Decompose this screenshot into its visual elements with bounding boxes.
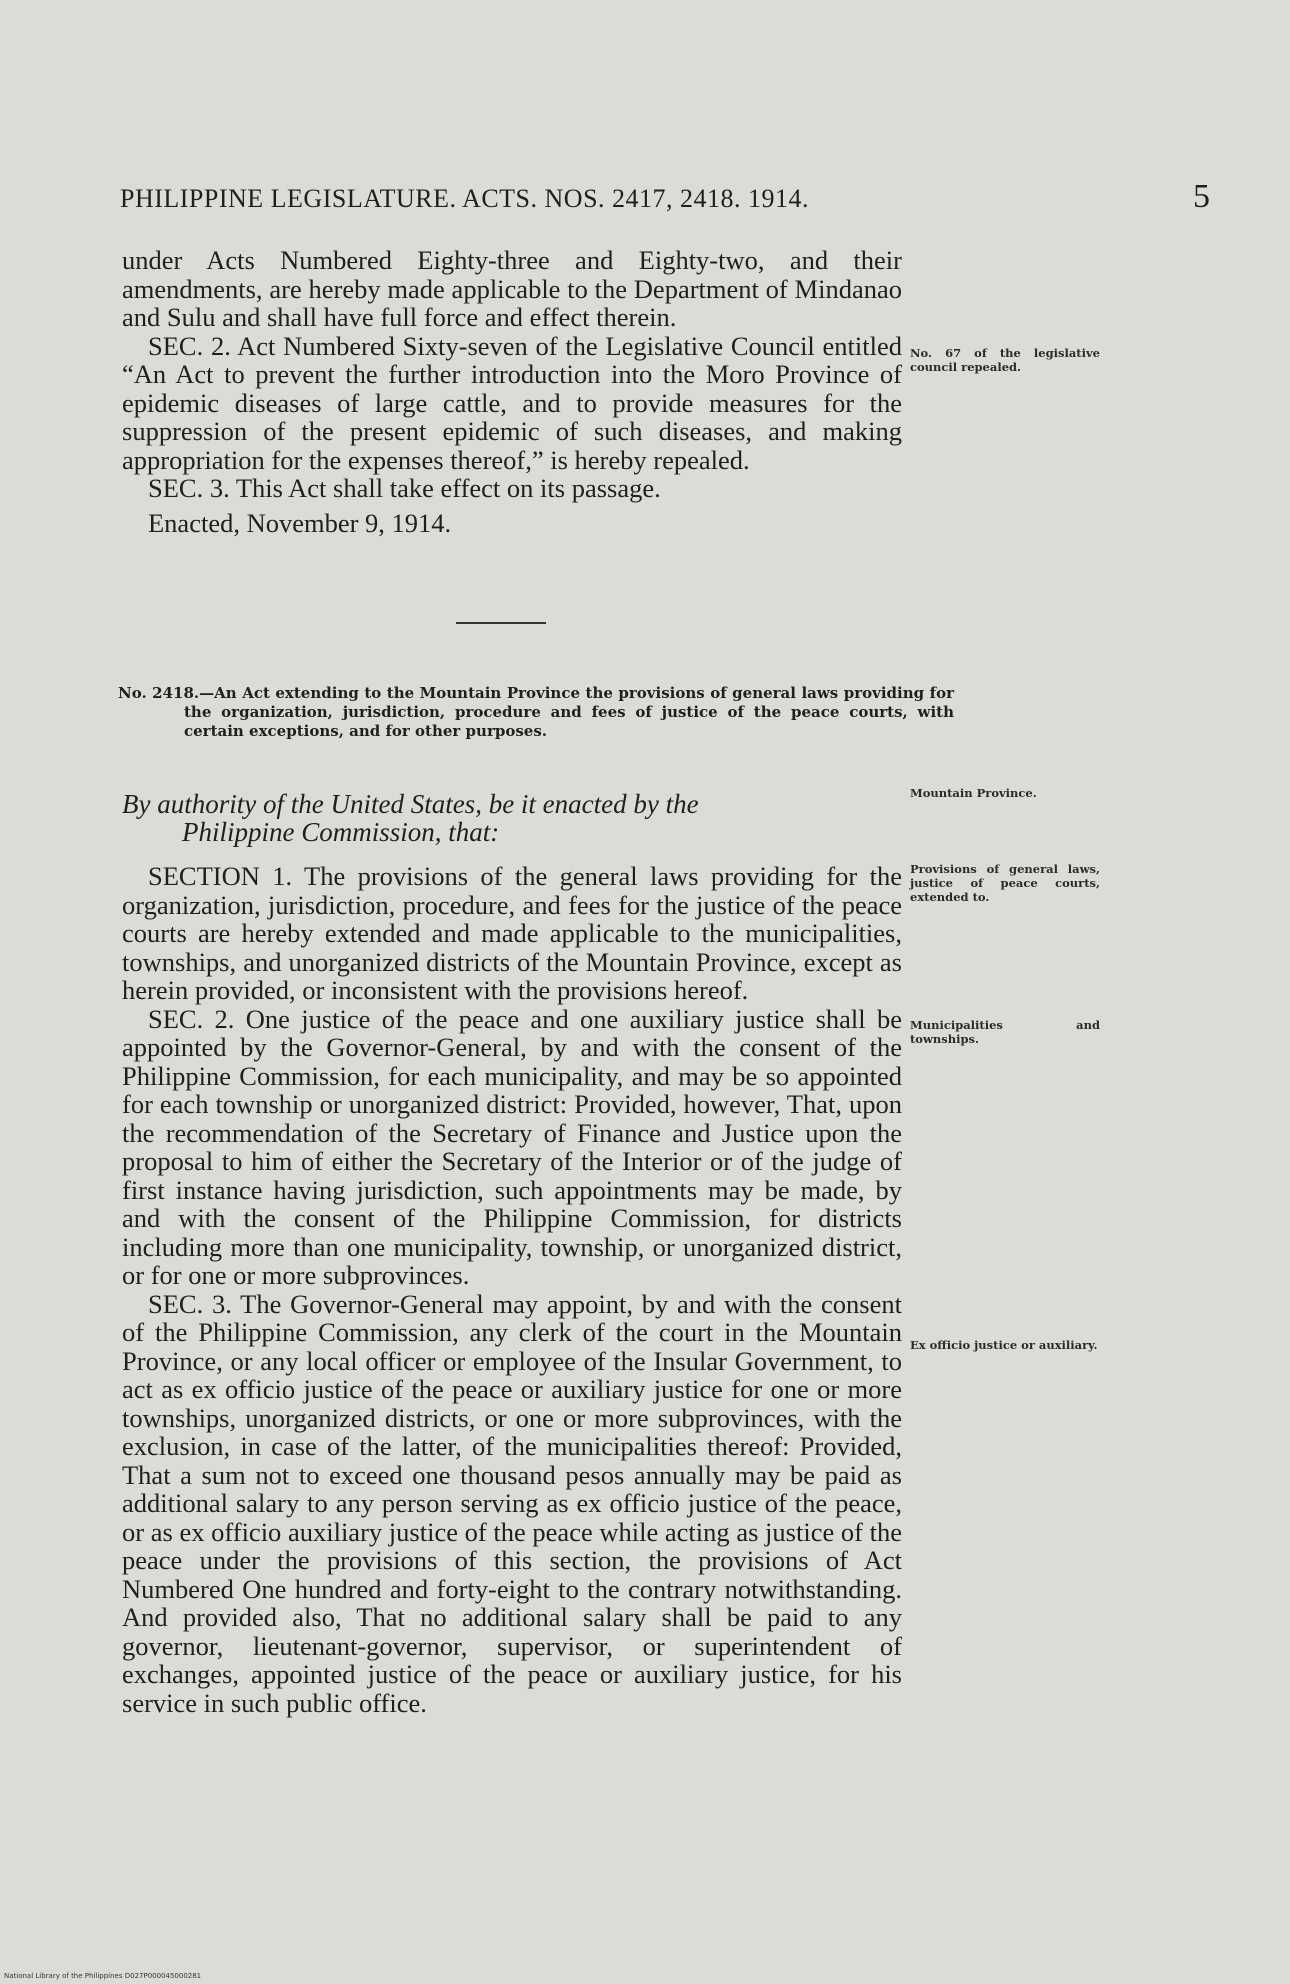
section-3-act-2418: SEC. 3. The Governor-General may appoint, by and with the consent of the Philippine Commission, any clerk of the court in the Mountain Province, or any local officer or employee of the Insular Government, to act as ex officio justice of the peace or auxiliary justice for one or more townships, unorganized districts, or one or more subprovinces, with the exclusion, in case of the latter, of the municipalities thereof: Provided, That a sum not to exceed one thousand pesos annually may be paid as additional salary to any person serving as ex officio justice of the peace, or as ex officio auxiliary justice of the peace while acting as justice of the peace under the provisions of this section, the provisions of Act Numbered One hundred and forty-eight to the contrary notwithstanding. And provided also, That no additional salary shall be paid to any governor, lieutenant-governor, supervisor, or superintendent of exchanges, appointed justice of the peace or auxiliary justice, for his service in such public office.: [122, 1288, 902, 1718]
act-2417-continuation: [122, 246, 902, 537]
margin-note: Mountain Province.: [910, 786, 1037, 800]
section-2-act-2418: SEC. 2. One justice of the peace and one auxiliary justice shall be appointed by the Governor-General, by and with the consent of the Philippine Commission, for each municipality, and may be so appointed for each township or unorganized district: Provided, however, That, upon the recommendation of the Secretary of Finance and Justice upon the proposal to him of either the Secretary of the Interior or of the judge of first instance having jurisdiction, such appointments may be made, by and with the consent of the Philippine Commission, for districts including more than one municipality, township, or unorganized district, or for one or more subprovinces.: [122, 1003, 902, 1290]
page-header: [120, 178, 1210, 224]
enacting-clause-line-1: By authority of the United States, be it enacted by the: [122, 789, 699, 819]
act-2418-body: [122, 862, 902, 1717]
section-divider: [456, 622, 546, 624]
running-title: PHILIPPINE LEGISLATURE. ACTS. NOS. 2417, 2418. 1914.: [120, 184, 810, 213]
footer-credit: National Library of the Philippines D027P000045000281: [4, 1972, 202, 1980]
margin-note: Municipalities and townships.: [910, 1018, 1100, 1046]
page-number: 5: [1193, 178, 1210, 215]
margin-note: Ex officio justice or auxiliary.: [910, 1338, 1098, 1352]
paragraph: under Acts Numbered Eighty-three and Eighty-two, and their amendments, are hereby made applicable to the Department of Mindanao and Sulu and shall have full force and effect therein.: [122, 245, 902, 332]
enacted-date: Enacted, November 9, 1914.: [148, 507, 452, 538]
enacting-clause-line-2: Philippine Commission, that:: [182, 817, 500, 847]
margin-note: No. 67 of the legislative council repealed.: [910, 346, 1100, 374]
margin-note: Provisions of general laws, justice of peace courts, extended to.: [910, 862, 1100, 904]
section-1-act-2418: SECTION 1. The provisions of the general laws providing for the organization, jurisdiction, procedure, and fees for the justice of the peace courts are hereby extended and made applicable to the municipalities, townships, and unorganized districts of the Mountain Province, except as herein provided, or inconsistent with the provisions hereof.: [122, 861, 902, 1005]
section-3-act-2417: SEC. 3. This Act shall take effect on its passage.: [148, 473, 661, 503]
section-2-act-2417: SEC. 2. Act Numbered Sixty-seven of the Legislative Council entitled “An Act to prevent the further introduction into the Moro Province of epidemic diseases of large cattle, and to provide measures for the suppression of the present epidemic of such diseases, and making appropriation for the expenses thereof,” is hereby repealed.: [122, 330, 902, 475]
act-2418-title: No. 2418.—An Act extending to the Mountain Province the provisions of general laws providing for the organization, jurisdiction, procedure and fees of justice of the peace courts, with certain exceptions, and for other purposes.: [118, 684, 954, 740]
enacting-clause: [122, 790, 902, 846]
